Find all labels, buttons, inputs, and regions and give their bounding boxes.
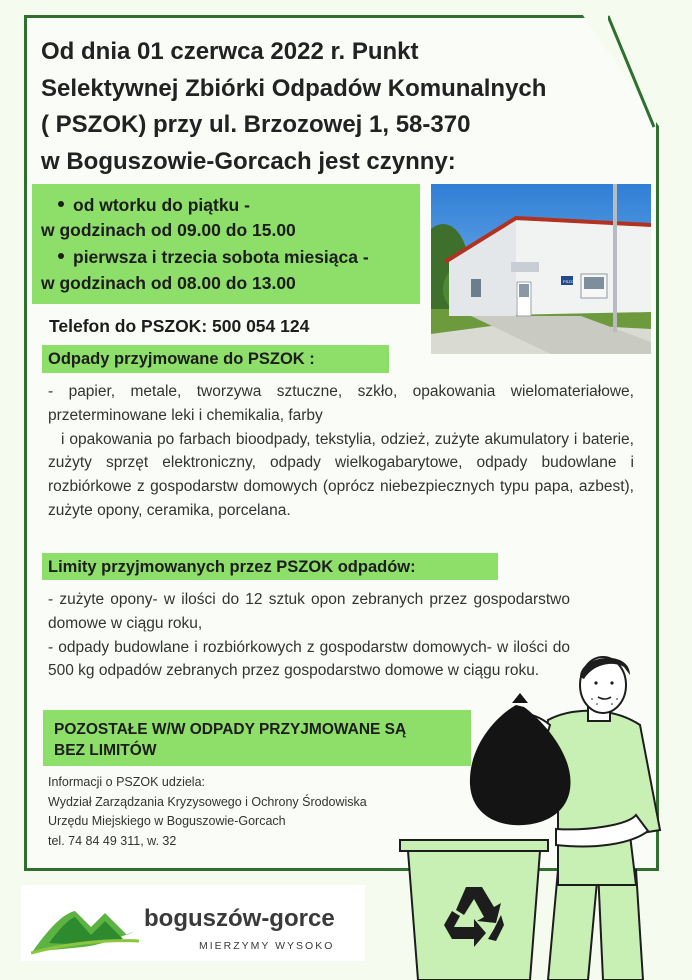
logo-name: boguszów-gorce: [144, 905, 335, 932]
logo-tagline: MIERZYMY WYSOKO: [199, 940, 335, 952]
man-with-bin-illustration: [398, 655, 678, 980]
hours-bullet-saturday: pierwsza i trzecia sobota miesiąca -: [58, 247, 369, 268]
hours-time-saturday: w godzinach od 08.00 do 13.00: [41, 273, 296, 293]
no-limits-text: POZOSTAŁE W/W ODPADY PRZYJMOWANE SĄ BEZ LIMITÓW: [54, 721, 407, 759]
bullet-icon: [58, 253, 64, 259]
building-sign: PSZOK: [563, 279, 577, 284]
limits-heading: Limity przyjmowanych przez PSZOK odpadów:: [42, 553, 498, 580]
building-illustration: [431, 184, 651, 354]
accepted-waste-text: [48, 380, 634, 523]
pszok-building-photo: [431, 184, 651, 354]
city-logo: [21, 885, 365, 961]
page-title: [41, 34, 621, 180]
accepted-waste-paragraph-1: - papier, metale, tworzywa sztuczne, szkło, opakowania wielomateriałowe, przeterminowane leki i chemikalia, farby: [48, 383, 634, 424]
accepted-waste-heading: Odpady przyjmowane do PSZOK :: [42, 345, 389, 373]
accepted-waste-paragraph-2: i opakowania po farbach bioodpady, tekstylia, odzież, zużyte akumulatory i baterie, zużyty sprzęt elektroniczny, odpady wielkogabarytowe, odpady budowlane i rozbiórkowe z gospodarstw domowych (oprócz niebezpiecznych typu papa, azbest), zużyte opony, ceramika, porcelana.: [48, 430, 634, 519]
bullet-icon: [58, 201, 64, 207]
hours-bullet-weekdays: od wtorku do piątku -: [58, 195, 250, 216]
phone-number: Telefon do PSZOK: 500 054 124: [49, 316, 310, 336]
title-line-1: Od dnia 01 czerwca 2022 r. Punkt: [41, 38, 419, 65]
hours-time-weekdays: w godzinach od 09.00 do 15.00: [41, 220, 296, 240]
title-line-4: w Boguszowie-Gorcach jest czynny:: [41, 147, 456, 175]
contact-info: Informacji o PSZOK udziela: Wydział Zarządzania Kryzysowego i Ochrony Środowiska Urzędu Miejskiego w Boguszowie-Gorcach tel. 74 84 49 311, w. 32: [48, 775, 367, 848]
title-line-3: ( PSZOK) przy ul. Brzozowej 1, 58-370: [41, 111, 471, 138]
limits-paragraph-2: - odpady budowlane i rozbiórkowych z gospodarstw domowych- w ilości do 500 kg odpadów zebranych przez gospodarstwo domowe w ciągu roku.: [48, 638, 570, 680]
opening-hours-box: [32, 184, 420, 304]
mountain-logo-icon: [31, 895, 141, 957]
limits-paragraph-1: - zużyte opony- w ilości do 12 sztuk opon zebranych przez gospodarstwo domowe w ciągu roku,: [48, 591, 570, 632]
title-line-2: Selektywnej Zbiórki Odpadów Komunalnych: [41, 74, 547, 102]
